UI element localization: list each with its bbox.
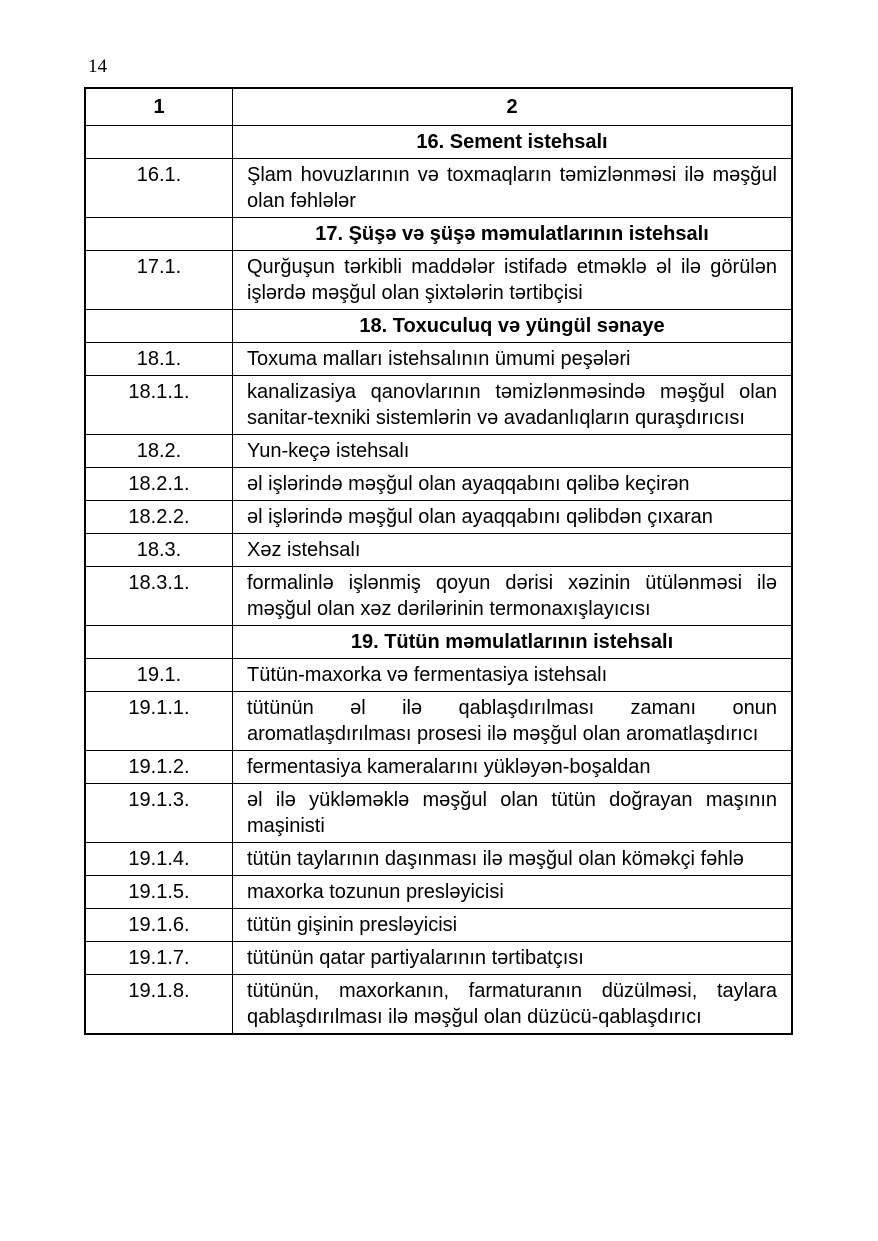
row-description: əl işlərində məşğul olan ayaqqabını qəlibdən çıxaran [233, 501, 793, 534]
table-head [85, 88, 792, 126]
section-header-row [85, 218, 792, 251]
section-title: 16. Sement istehsalı [233, 126, 793, 159]
table-row [85, 435, 792, 468]
row-code: 18.2.2. [85, 501, 233, 534]
row-description: Xəz istehsalı [233, 534, 793, 567]
row-code: 18.3. [85, 534, 233, 567]
row-code: 19.1.2. [85, 751, 233, 784]
table-row [85, 843, 792, 876]
table-row [85, 876, 792, 909]
row-description: Yun-keçə istehsalı [233, 435, 793, 468]
section-header-row [85, 126, 792, 159]
table-row [85, 751, 792, 784]
row-description: Qurğuşun tərkibli maddələr istifadə etməklə əl ilə görülən işlərdə məşğul olan şixtələrin tərtibçisi [233, 251, 793, 310]
table-row [85, 659, 792, 692]
column-header-1: 1 [85, 88, 233, 126]
table-row [85, 251, 792, 310]
table-row [85, 159, 792, 218]
row-description: Tütün-maxorka və fermentasiya istehsalı [233, 659, 793, 692]
row-description: tütünün əl ilə qablaşdırılması zamanı onun aromatlaşdırılması prosesi ilə məşğul olan aromatlaşdırıcı [233, 692, 793, 751]
row-code: 19.1.5. [85, 876, 233, 909]
row-description: əl ilə yükləməklə məşğul olan tütün doğrayan maşının maşinisti [233, 784, 793, 843]
row-code [85, 310, 233, 343]
section-title: 18. Toxuculuq və yüngül sənaye [233, 310, 793, 343]
table-header-row [85, 88, 792, 126]
row-description: fermentasiya kameralarını yükləyən-boşaldan [233, 751, 793, 784]
row-description: kanalizasiya qanovlarının təmizlənməsində məşğul olan sanitar-texniki sistemlərin və avadanlıqların quraşdırıcısı [233, 376, 793, 435]
table-row [85, 376, 792, 435]
row-description: tütünün, maxorkanın, farmaturanın düzülməsi, taylara qablaşdırılması ilə məşğul olan düzücü-qablaşdırıcı [233, 975, 793, 1035]
row-description: Toxuma malları istehsalının ümumi peşələri [233, 343, 793, 376]
row-description: tütün gişinin presləyicisi [233, 909, 793, 942]
row-description: tütün taylarının daşınması ilə məşğul olan köməkçi fəhlə [233, 843, 793, 876]
table-row [85, 692, 792, 751]
section-title: 17. Şüşə və şüşə məmulatlarının istehsalı [233, 218, 793, 251]
table-row [85, 468, 792, 501]
page-number: 14 [88, 56, 107, 77]
column-header-2: 2 [233, 88, 793, 126]
row-code: 17.1. [85, 251, 233, 310]
row-description: Şlam hovuzlarının və toxmaqların təmizlənməsi ilə məşğul olan fəhlələr [233, 159, 793, 218]
row-code: 19.1.8. [85, 975, 233, 1035]
row-code: 19.1.1. [85, 692, 233, 751]
table-row [85, 975, 792, 1035]
row-code [85, 218, 233, 251]
table-body [85, 126, 792, 1035]
row-code: 18.2.1. [85, 468, 233, 501]
row-code: 19.1.7. [85, 942, 233, 975]
row-description: maxorka tozunun presləyicisi [233, 876, 793, 909]
row-code [85, 126, 233, 159]
row-description: tütünün qatar partiyalarının tərtibatçısı [233, 942, 793, 975]
row-code: 16.1. [85, 159, 233, 218]
row-code: 18.1.1. [85, 376, 233, 435]
row-code: 19.1.3. [85, 784, 233, 843]
row-code: 19.1.6. [85, 909, 233, 942]
row-code [85, 626, 233, 659]
row-code: 19.1.4. [85, 843, 233, 876]
professions-table [84, 87, 793, 1035]
row-description: əl işlərində məşğul olan ayaqqabını qəlibə keçirən [233, 468, 793, 501]
section-title: 19. Tütün məmulatlarının istehsalı [233, 626, 793, 659]
row-code: 18.1. [85, 343, 233, 376]
table-row [85, 567, 792, 626]
row-description: formalinlə işlənmiş qoyun dərisi xəzinin ütülənməsi ilə məşğul olan xəz dərilərinin termonaxışlayıcısı [233, 567, 793, 626]
row-code: 19.1. [85, 659, 233, 692]
row-code: 18.3.1. [85, 567, 233, 626]
table-row [85, 343, 792, 376]
table-row [85, 784, 792, 843]
table-row [85, 534, 792, 567]
table-row [85, 501, 792, 534]
section-header-row [85, 626, 792, 659]
section-header-row [85, 310, 792, 343]
table-row [85, 909, 792, 942]
table-row [85, 942, 792, 975]
row-code: 18.2. [85, 435, 233, 468]
